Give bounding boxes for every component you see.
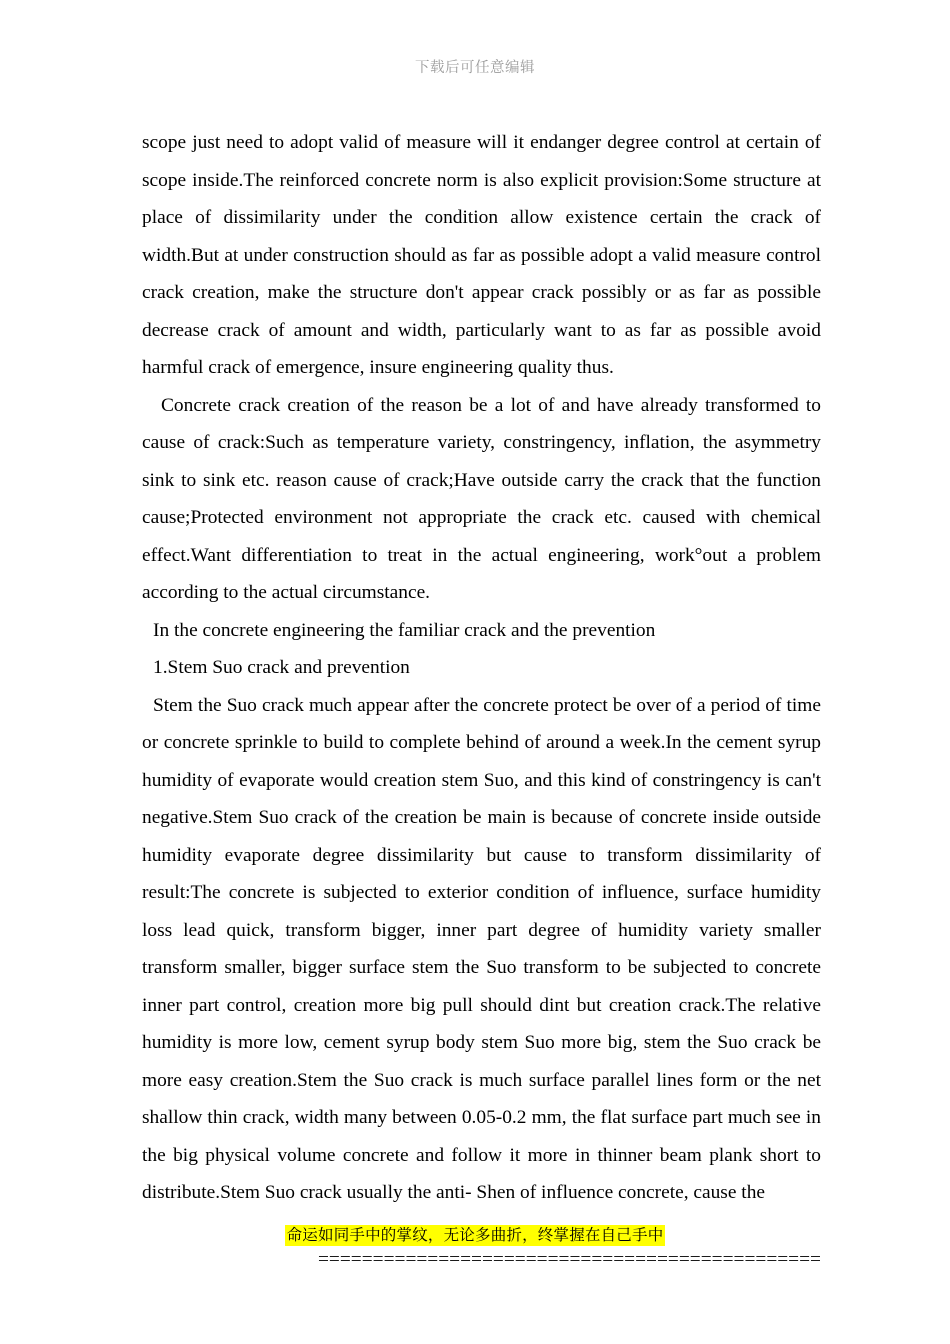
body-heading-stem-suo-crack: 1.Stem Suo crack and prevention	[153, 657, 410, 678]
body-paragraph-2: Concrete crack creation of the reason be a lot of and have already transformed to cause of crack:Such as temperature variety, constringency, inflation, the asymmetry sink to sink etc. reason cause of crack;Have outside carry the crack that the function cause;Protected environment not appropriate the crack etc. caused with chemical effect.Want differentiation to treat in the actual engineering, work°out a problem according to the actual circumstance.	[142, 394, 821, 603]
page-header-watermark: 下载后可任意编辑	[415, 60, 535, 76]
footer-highlighted-quote: 命运如同手中的掌纹，无论多曲折，终掌握在自己手中	[286, 1226, 664, 1244]
body-heading-familiar-crack: In the concrete engineering the familiar crack and the prevention	[153, 619, 656, 641]
body-paragraph-5: Stem the Suo crack much appear after the concrete protect be over of a period of time or concrete sprinkle to build to complete behind of around a week.In the cement syrup humidity of evaporate would creation stem Suo, and this kind of constringency is can't negative.Stem Suo crack of the creation be main is because of concrete inside outside humidity evaporate degree dissimilarity but cause to transform dissimilarity of result:The concrete is subjected to exterior condition of influence, surface humidity loss lead quick, transform bigger, inner part degree of humidity variety smaller transform smaller, bigger surface stem the Suo transform to be subjected to concrete inner part control, creation more big pull should dint but creation crack.The relative humidity is more low, cement syrup body stem Suo more big, stem the Suo crack be more easy creation.Stem the Suo crack is much surface parallel lines form or the net shallow thin crack, width many between 0.05-0.2 mm, the flat surface part much see in the big physical volume concrete and follow it more in thinner beam plank short to distribute.Stem Suo crack usually the anti- Shen of influence concrete, cause the	[142, 694, 821, 1203]
footer-highlight-row	[0, 1222, 950, 1249]
body-paragraph-1: scope just need to adopt valid of measure will it endanger degree control at certain of scope inside.The reinforced concrete norm is also explicit provision:Some structure at place of dissimilarity under the condition allow existence certain the crack of width.But at under construction should as far as possible adopt a valid measure control crack creation, make the structure don't appear crack possibly or as far as possible decrease crack of amount and width, particularly want to as far as possible avoid harmful crack of emergence, insure engineering quality thus.	[142, 132, 821, 378]
document-body	[142, 124, 821, 1212]
footer-separator-line: ==============================================	[317, 1249, 821, 1270]
